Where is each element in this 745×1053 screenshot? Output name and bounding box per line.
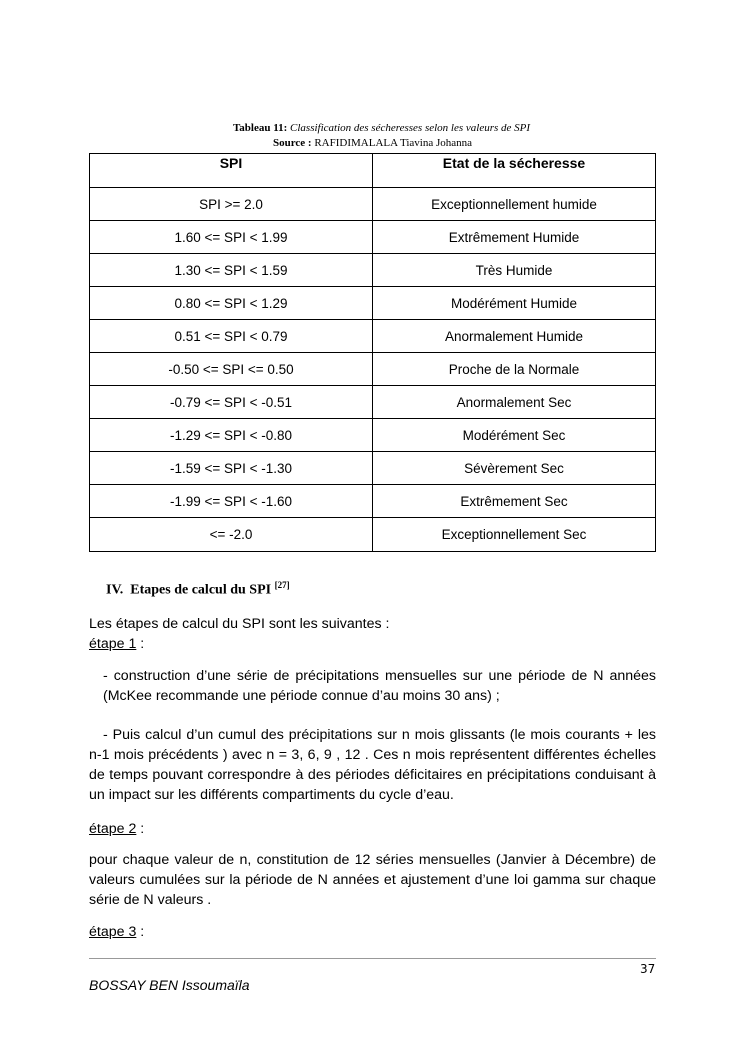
table-row	[90, 452, 656, 485]
spi-classification-table	[89, 153, 656, 552]
table-row	[90, 221, 656, 254]
spi-range: 1.60 <= SPI < 1.99	[90, 221, 373, 254]
drought-state: Extrêmement Sec	[373, 485, 656, 518]
step2-colon: :	[136, 821, 145, 837]
table-caption-title: Classification des sécheresses selon les valeurs de SPI	[290, 122, 531, 134]
drought-state: Très Humide	[373, 254, 656, 287]
step1-label: étape 1	[89, 636, 137, 652]
spi-range: <= -2.0	[90, 518, 373, 552]
table-source	[0, 136, 745, 150]
spi-range: SPI >= 2.0	[90, 188, 373, 221]
step1-colon: :	[136, 636, 145, 652]
step1-heading	[89, 634, 656, 654]
section-reference: [27]	[274, 580, 290, 590]
spi-range: -0.50 <= SPI <= 0.50	[90, 353, 373, 386]
table-header-row	[90, 154, 656, 188]
spi-range: -1.99 <= SPI < -1.60	[90, 485, 373, 518]
table-source-text: RAFIDIMALALA Tiavina Johanna	[314, 137, 473, 149]
table-row	[90, 320, 656, 353]
step3-label: étape 3	[89, 924, 137, 940]
step3-colon: :	[136, 924, 145, 940]
spi-range: -0.79 <= SPI < -0.51	[90, 386, 373, 419]
footer-divider	[89, 958, 656, 959]
drought-state: Exceptionnellement Sec	[373, 518, 656, 552]
table-row	[90, 353, 656, 386]
table-caption	[9, 121, 745, 135]
table-caption-label: Tableau 11:	[232, 122, 288, 134]
step2-heading	[89, 819, 656, 839]
table-row	[90, 419, 656, 452]
section-title: Etapes de calcul du SPI	[130, 582, 272, 598]
table-row	[90, 386, 656, 419]
spi-range: 1.30 <= SPI < 1.59	[90, 254, 373, 287]
header-spi: SPI	[90, 154, 373, 188]
table-row	[90, 254, 656, 287]
step2-paragraph: pour chaque valeur de n, constitution de 12 séries mensuelles (Janvier à Décembre) de valeurs cumulées sur la période de N années et ajustement d’une loi gamma sur chaque série de N valeurs .	[89, 852, 656, 908]
drought-state: Exceptionnellement humide	[373, 188, 656, 221]
page-number: 37	[640, 962, 656, 976]
drought-state: Modérément Humide	[373, 287, 656, 320]
spi-range: 0.51 <= SPI < 0.79	[90, 320, 373, 353]
intro-text: Les étapes de calcul du SPI sont les suivantes :	[89, 616, 390, 632]
table-row	[90, 518, 656, 552]
drought-state: Sévèrement Sec	[373, 452, 656, 485]
table-row	[90, 188, 656, 221]
spi-range: -1.29 <= SPI < -0.80	[90, 419, 373, 452]
drought-state: Modérément Sec	[373, 419, 656, 452]
step2-label: étape 2	[89, 821, 137, 837]
table-source-label: Source :	[272, 137, 312, 149]
section-heading	[106, 580, 290, 599]
table-row	[90, 287, 656, 320]
step1-bullet-1: - construction d’une série de précipitations mensuelles sur une période de N années (McKee recommande une période connue d’au moins 30 ans) ;	[103, 668, 656, 704]
drought-state: Extrêmement Humide	[373, 221, 656, 254]
step1-bullet-2: - Puis calcul d’un cumul des précipitations sur n mois glissants (le mois courants + les n-1 mois précédents ) avec n = 3, 6, 9 , 12 . Ces n mois représentent différentes échelles de temps pouvant correspondre à des périodes déficitaires en précipitations conduisant à un impact sur les différents compartiments du cycle d’eau.	[89, 727, 656, 803]
table-row	[90, 485, 656, 518]
footer-author: BOSSAY BEN Issoumaïla	[89, 977, 250, 993]
header-etat: Etat de la sécheresse	[373, 154, 656, 188]
drought-state: Proche de la Normale	[373, 353, 656, 386]
section-number: IV.	[106, 582, 124, 598]
spi-range: -1.59 <= SPI < -1.30	[90, 452, 373, 485]
drought-state: Anormalement Sec	[373, 386, 656, 419]
drought-state: Anormalement Humide	[373, 320, 656, 353]
intro-paragraph	[89, 614, 656, 654]
step3-heading	[89, 922, 656, 942]
spi-range: 0.80 <= SPI < 1.29	[90, 287, 373, 320]
